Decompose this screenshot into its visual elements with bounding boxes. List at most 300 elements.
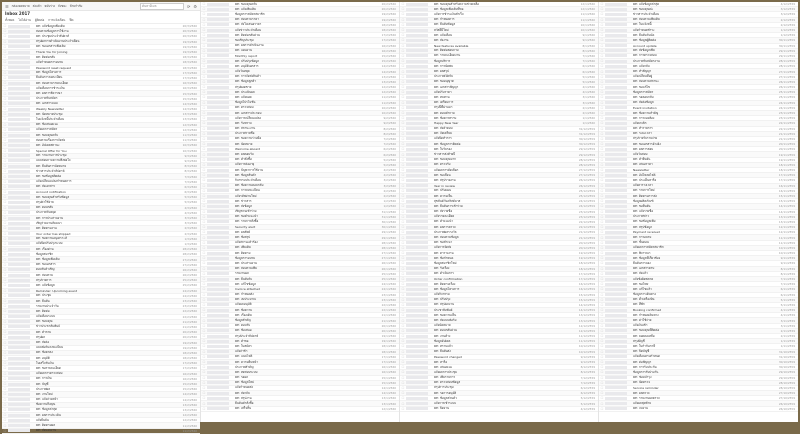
row-checkbox[interactable]: ☐ (3, 200, 7, 205)
row-checkbox[interactable]: ☐ (600, 59, 604, 64)
row-checkbox[interactable]: ☐ (600, 131, 604, 136)
row-checkbox[interactable]: ☐ (401, 85, 405, 90)
toolbar-tab[interactable]: ป้ายกำกับ (69, 3, 83, 8)
row-checkbox[interactable]: ☐ (202, 354, 206, 359)
row-checkbox[interactable]: ☐ (600, 214, 604, 219)
row-checkbox[interactable]: ☐ (401, 375, 405, 380)
row-checkbox[interactable]: ☐ (401, 38, 405, 43)
row-checkbox[interactable]: ☐ (202, 214, 206, 219)
row-checkbox[interactable]: ☐ (202, 245, 206, 250)
row-checkbox[interactable]: ☐ (401, 271, 405, 276)
row-checkbox[interactable]: ☐ (3, 96, 7, 101)
row-checkbox[interactable]: ☐ (401, 328, 405, 333)
row-checkbox[interactable]: ☐ (3, 75, 7, 80)
row-checkbox[interactable]: ☐ (202, 100, 206, 105)
row-checkbox[interactable]: ☐ (600, 297, 604, 302)
row-checkbox[interactable]: ☐ (3, 117, 7, 122)
row-checkbox[interactable]: ☐ (3, 247, 7, 252)
row-checkbox[interactable]: ☐ (600, 360, 604, 365)
row-checkbox[interactable]: ☐ (3, 402, 7, 407)
row-checkbox[interactable]: ☐ (202, 178, 206, 183)
row-checkbox[interactable]: ☐ (3, 382, 7, 387)
row-checkbox[interactable]: ☐ (202, 142, 206, 147)
row-checkbox[interactable]: ☐ (600, 194, 604, 199)
toolbar-tab[interactable]: ถังขยะ (58, 3, 67, 8)
row-checkbox[interactable]: ☐ (600, 111, 604, 116)
row-checkbox[interactable]: ☐ (3, 195, 7, 200)
settings-icon[interactable]: ⚙ (193, 3, 197, 9)
row-checkbox[interactable]: ☐ (600, 168, 604, 173)
search-input[interactable]: ค้นหาอีเมล (140, 3, 184, 10)
row-checkbox[interactable]: ☐ (202, 173, 206, 178)
row-checkbox[interactable]: ☐ (202, 126, 206, 131)
row-checkbox[interactable]: ☐ (600, 235, 604, 240)
row-checkbox[interactable]: ☐ (3, 174, 7, 179)
row-checkbox[interactable]: ☐ (202, 157, 206, 162)
sub-tab[interactable]: การแจ้งเตือน (48, 18, 66, 22)
row-checkbox[interactable]: ☐ (401, 323, 405, 328)
row-checkbox[interactable]: ☐ (202, 199, 206, 204)
row-checkbox[interactable]: ☐ (202, 287, 206, 292)
row-checkbox[interactable]: ☐ (401, 354, 405, 359)
row-checkbox[interactable]: ☐ (600, 266, 604, 271)
row-checkbox[interactable]: ☐ (600, 2, 604, 7)
row-checkbox[interactable]: ☐ (600, 33, 604, 38)
row-checkbox[interactable]: ☐ (600, 90, 604, 95)
row-checkbox[interactable]: ☐ (600, 406, 604, 411)
row-checkbox[interactable]: ☐ (202, 194, 206, 199)
row-checkbox[interactable]: ☐ (3, 55, 7, 60)
row-checkbox[interactable]: ☐ (401, 334, 405, 339)
row-checkbox[interactable]: ☐ (3, 366, 7, 371)
row-checkbox[interactable]: ☐ (3, 350, 7, 355)
row-checkbox[interactable]: ☐ (401, 12, 405, 17)
row-checkbox[interactable]: ☐ (401, 313, 405, 318)
row-checkbox[interactable]: ☐ (401, 235, 405, 240)
row-checkbox[interactable]: ☐ (401, 33, 405, 38)
row-checkbox[interactable]: ☐ (202, 225, 206, 230)
row-checkbox[interactable]: ☐ (600, 225, 604, 230)
row-checkbox[interactable]: ☐ (3, 356, 7, 361)
row-checkbox[interactable]: ☐ (202, 79, 206, 84)
row-checkbox[interactable]: ☐ (202, 2, 206, 7)
row-checkbox[interactable]: ☐ (3, 60, 7, 65)
row-checkbox[interactable]: ☐ (202, 131, 206, 136)
row-checkbox[interactable]: ☐ (401, 308, 405, 313)
row-checkbox[interactable]: ☐ (600, 313, 604, 318)
row-checkbox[interactable]: ☐ (401, 297, 405, 302)
row-checkbox[interactable]: ☐ (401, 225, 405, 230)
row-checkbox[interactable]: ☐ (202, 396, 206, 401)
row-checkbox[interactable]: ☐ (3, 319, 7, 324)
row-checkbox[interactable]: ☐ (401, 214, 405, 219)
row-checkbox[interactable]: ☐ (401, 28, 405, 33)
row-checkbox[interactable]: ☐ (401, 116, 405, 121)
row-checkbox[interactable]: ☐ (202, 277, 206, 282)
row-checkbox[interactable]: ☐ (3, 361, 7, 366)
row-checkbox[interactable]: ☐ (401, 230, 405, 235)
row-checkbox[interactable]: ☐ (202, 271, 206, 276)
row-checkbox[interactable]: ☐ (401, 168, 405, 173)
row-checkbox[interactable]: ☐ (401, 64, 405, 69)
row-checkbox[interactable]: ☐ (401, 344, 405, 349)
row-checkbox[interactable]: ☐ (600, 375, 604, 380)
row-checkbox[interactable]: ☐ (401, 48, 405, 53)
row-checkbox[interactable]: ☐ (600, 365, 604, 370)
row-checkbox[interactable]: ☐ (202, 69, 206, 74)
row-checkbox[interactable]: ☐ (3, 241, 7, 246)
row-checkbox[interactable]: ☐ (600, 344, 604, 349)
row-checkbox[interactable]: ☐ (600, 370, 604, 375)
row-checkbox[interactable]: ☐ (401, 136, 405, 141)
row-checkbox[interactable]: ☐ (600, 121, 604, 126)
row-checkbox[interactable]: ☐ (401, 7, 405, 12)
row-checkbox[interactable]: ☐ (3, 262, 7, 267)
row-checkbox[interactable]: ☐ (600, 277, 604, 282)
row-checkbox[interactable]: ☐ (202, 168, 206, 173)
row-checkbox[interactable]: ☐ (600, 323, 604, 328)
row-checkbox[interactable]: ☐ (401, 245, 405, 250)
row-checkbox[interactable]: ☐ (202, 339, 206, 344)
row-checkbox[interactable]: ☐ (401, 22, 405, 27)
row-checkbox[interactable]: ☐ (3, 122, 7, 127)
row-checkbox[interactable]: ☐ (600, 12, 604, 17)
mail-row[interactable] (599, 407, 798, 412)
row-checkbox[interactable]: ☐ (401, 204, 405, 209)
row-checkbox[interactable]: ☐ (401, 105, 405, 110)
row-checkbox[interactable]: ☐ (401, 266, 405, 271)
row-checkbox[interactable]: ☐ (401, 43, 405, 48)
row-checkbox[interactable]: ☐ (600, 85, 604, 90)
row-checkbox[interactable]: ☐ (202, 297, 206, 302)
row-checkbox[interactable]: ☐ (3, 376, 7, 381)
row-checkbox[interactable]: ☐ (202, 64, 206, 69)
row-checkbox[interactable]: ☐ (3, 44, 7, 49)
row-checkbox[interactable]: ☐ (401, 282, 405, 287)
row-checkbox[interactable]: ☐ (600, 302, 604, 307)
row-checkbox[interactable]: ☐ (600, 157, 604, 162)
row-checkbox[interactable]: ☐ (202, 183, 206, 188)
row-checkbox[interactable]: ☐ (600, 230, 604, 235)
row-checkbox[interactable]: ☐ (3, 293, 7, 298)
mail-row[interactable] (2, 429, 200, 434)
row-checkbox[interactable]: ☐ (3, 335, 7, 340)
row-checkbox[interactable]: ☐ (600, 380, 604, 385)
row-checkbox[interactable]: ☐ (3, 397, 7, 402)
mail-row[interactable] (400, 407, 598, 412)
row-checkbox[interactable]: ☐ (202, 334, 206, 339)
row-checkbox[interactable]: ☐ (600, 95, 604, 100)
row-checkbox[interactable]: ☐ (3, 101, 7, 106)
toolbar-tab[interactable]: ฉบับร่าง (44, 3, 56, 8)
row-checkbox[interactable]: ☐ (600, 183, 604, 188)
row-checkbox[interactable]: ☐ (401, 53, 405, 58)
row-checkbox[interactable]: ☐ (202, 240, 206, 245)
row-checkbox[interactable]: ☐ (202, 7, 206, 12)
row-checkbox[interactable]: ☐ (3, 34, 7, 39)
row-checkbox[interactable]: ☐ (202, 204, 206, 209)
row-checkbox[interactable]: ☐ (600, 147, 604, 152)
row-checkbox[interactable]: ☐ (600, 292, 604, 297)
row-checkbox[interactable]: ☐ (600, 79, 604, 84)
row-checkbox[interactable]: ☐ (401, 292, 405, 297)
row-checkbox[interactable]: ☐ (600, 308, 604, 313)
row-checkbox[interactable]: ☐ (202, 48, 206, 53)
row-checkbox[interactable]: ☐ (202, 328, 206, 333)
row-checkbox[interactable]: ☐ (600, 271, 604, 276)
row-checkbox[interactable]: ☐ (600, 178, 604, 183)
row-checkbox[interactable]: ☐ (401, 152, 405, 157)
row-checkbox[interactable]: ☐ (202, 111, 206, 116)
row-checkbox[interactable]: ☐ (401, 188, 405, 193)
row-checkbox[interactable]: ☐ (401, 2, 405, 7)
row-checkbox[interactable]: ☐ (202, 282, 206, 287)
row-checkbox[interactable]: ☐ (202, 12, 206, 17)
row-checkbox[interactable]: ☐ (3, 267, 7, 272)
row-checkbox[interactable]: ☐ (202, 90, 206, 95)
row-checkbox[interactable]: ☐ (401, 365, 405, 370)
row-checkbox[interactable]: ☐ (401, 240, 405, 245)
row-checkbox[interactable]: ☐ (600, 401, 604, 406)
row-checkbox[interactable]: ☐ (202, 406, 206, 411)
row-checkbox[interactable]: ☐ (600, 328, 604, 333)
row-checkbox[interactable]: ☐ (202, 261, 206, 266)
row-checkbox[interactable]: ☐ (401, 194, 405, 199)
row-checkbox[interactable]: ☐ (3, 133, 7, 138)
row-checkbox[interactable]: ☐ (600, 126, 604, 131)
refresh-icon[interactable]: ⟳ (187, 3, 191, 9)
row-checkbox[interactable]: ☐ (202, 59, 206, 64)
row-checkbox[interactable]: ☐ (3, 50, 7, 55)
row-checkbox[interactable]: ☐ (401, 173, 405, 178)
row-checkbox[interactable]: ☐ (600, 204, 604, 209)
row-checkbox[interactable]: ☐ (202, 105, 206, 110)
row-checkbox[interactable]: ☐ (202, 121, 206, 126)
row-checkbox[interactable]: ☐ (202, 375, 206, 380)
row-checkbox[interactable]: ☐ (600, 354, 604, 359)
row-checkbox[interactable]: ☐ (401, 256, 405, 261)
row-checkbox[interactable]: ☐ (600, 334, 604, 339)
row-checkbox[interactable]: ☐ (202, 147, 206, 152)
sub-tab[interactable]: ผู้ติดต่อ (34, 18, 45, 22)
row-checkbox[interactable]: ☐ (3, 205, 7, 210)
row-checkbox[interactable]: ☐ (600, 17, 604, 22)
row-checkbox[interactable]: ☐ (3, 158, 7, 163)
row-checkbox[interactable]: ☐ (600, 43, 604, 48)
row-checkbox[interactable]: ☐ (401, 157, 405, 162)
row-checkbox[interactable]: ☐ (3, 164, 7, 169)
row-checkbox[interactable]: ☐ (401, 385, 405, 390)
row-checkbox[interactable]: ☐ (202, 365, 206, 370)
row-checkbox[interactable]: ☐ (3, 70, 7, 75)
row-checkbox[interactable]: ☐ (600, 318, 604, 323)
row-checkbox[interactable]: ☐ (202, 53, 206, 58)
row-checkbox[interactable]: ☐ (202, 230, 206, 235)
row-checkbox[interactable]: ☐ (3, 29, 7, 34)
row-checkbox[interactable]: ☐ (401, 17, 405, 22)
row-checkbox[interactable]: ☐ (3, 423, 7, 428)
row-checkbox[interactable]: ☐ (401, 79, 405, 84)
row-checkbox[interactable]: ☐ (600, 105, 604, 110)
row-checkbox[interactable]: ☐ (202, 235, 206, 240)
row-checkbox[interactable]: ☐ (401, 391, 405, 396)
row-checkbox[interactable]: ☐ (600, 287, 604, 292)
row-checkbox[interactable]: ☐ (401, 277, 405, 282)
row-checkbox[interactable]: ☐ (3, 143, 7, 148)
row-checkbox[interactable]: ☐ (401, 261, 405, 266)
row-checkbox[interactable]: ☐ (401, 142, 405, 147)
toolbar-tab[interactable]: กล่องจดหมาย (11, 3, 30, 8)
row-checkbox[interactable]: ☐ (202, 292, 206, 297)
row-checkbox[interactable]: ☐ (401, 121, 405, 126)
row-checkbox[interactable]: ☐ (600, 282, 604, 287)
row-checkbox[interactable]: ☐ (3, 330, 7, 335)
row-checkbox[interactable]: ☐ (3, 387, 7, 392)
row-checkbox[interactable]: ☐ (3, 179, 7, 184)
row-checkbox[interactable]: ☐ (600, 53, 604, 58)
row-checkbox[interactable]: ☐ (3, 65, 7, 70)
row-checkbox[interactable]: ☐ (3, 153, 7, 158)
toolbar-tab[interactable]: ส่งแล้ว (32, 3, 42, 8)
row-checkbox[interactable]: ☐ (600, 152, 604, 157)
row-checkbox[interactable]: ☐ (202, 318, 206, 323)
row-checkbox[interactable]: ☐ (3, 221, 7, 226)
row-checkbox[interactable]: ☐ (3, 273, 7, 278)
row-checkbox[interactable]: ☐ (401, 251, 405, 256)
row-checkbox[interactable]: ☐ (3, 231, 7, 236)
row-checkbox[interactable]: ☐ (202, 85, 206, 90)
row-checkbox[interactable]: ☐ (401, 219, 405, 224)
row-checkbox[interactable]: ☐ (3, 428, 7, 433)
row-checkbox[interactable]: ☐ (3, 288, 7, 293)
row-checkbox[interactable]: ☐ (202, 43, 206, 48)
row-checkbox[interactable]: ☐ (401, 401, 405, 406)
row-checkbox[interactable]: ☐ (3, 257, 7, 262)
row-checkbox[interactable]: ☐ (3, 148, 7, 153)
row-checkbox[interactable]: ☐ (600, 251, 604, 256)
row-checkbox[interactable]: ☐ (401, 126, 405, 131)
row-checkbox[interactable]: ☐ (3, 216, 7, 221)
row-checkbox[interactable]: ☐ (600, 116, 604, 121)
row-checkbox[interactable]: ☐ (202, 188, 206, 193)
row-checkbox[interactable]: ☐ (401, 74, 405, 79)
row-checkbox[interactable]: ☐ (401, 339, 405, 344)
row-checkbox[interactable]: ☐ (3, 24, 7, 29)
row-checkbox[interactable]: ☐ (600, 188, 604, 193)
row-checkbox[interactable]: ☐ (600, 142, 604, 147)
row-checkbox[interactable]: ☐ (3, 190, 7, 195)
row-checkbox[interactable]: ☐ (202, 38, 206, 43)
row-checkbox[interactable]: ☐ (401, 100, 405, 105)
row-checkbox[interactable]: ☐ (3, 304, 7, 309)
row-checkbox[interactable]: ☐ (401, 349, 405, 354)
row-checkbox[interactable]: ☐ (3, 138, 7, 143)
row-checkbox[interactable]: ☐ (202, 302, 206, 307)
row-checkbox[interactable]: ☐ (600, 199, 604, 204)
row-checkbox[interactable]: ☐ (401, 162, 405, 167)
row-checkbox[interactable]: ☐ (3, 324, 7, 329)
row-checkbox[interactable]: ☐ (401, 147, 405, 152)
row-checkbox[interactable]: ☐ (202, 116, 206, 121)
row-checkbox[interactable]: ☐ (600, 385, 604, 390)
sub-tab[interactable]: ทั้งหมด (5, 18, 15, 22)
row-checkbox[interactable]: ☐ (401, 360, 405, 365)
row-checkbox[interactable]: ☐ (202, 17, 206, 22)
row-checkbox[interactable]: ☐ (202, 74, 206, 79)
row-checkbox[interactable]: ☐ (202, 136, 206, 141)
row-checkbox[interactable]: ☐ (401, 90, 405, 95)
row-checkbox[interactable]: ☐ (600, 162, 604, 167)
row-checkbox[interactable]: ☐ (3, 345, 7, 350)
row-checkbox[interactable]: ☐ (600, 38, 604, 43)
row-checkbox[interactable]: ☐ (3, 392, 7, 397)
row-checkbox[interactable]: ☐ (600, 339, 604, 344)
row-checkbox[interactable]: ☐ (600, 136, 604, 141)
row-checkbox[interactable]: ☐ (202, 360, 206, 365)
row-checkbox[interactable]: ☐ (600, 7, 604, 12)
sub-tab[interactable]: ฟีด (69, 18, 74, 22)
row-checkbox[interactable]: ☐ (401, 199, 405, 204)
row-checkbox[interactable]: ☐ (401, 318, 405, 323)
row-checkbox[interactable]: ☐ (3, 169, 7, 174)
row-checkbox[interactable]: ☐ (3, 184, 7, 189)
row-checkbox[interactable]: ☐ (202, 380, 206, 385)
row-checkbox[interactable]: ☐ (3, 210, 7, 215)
row-checkbox[interactable]: ☐ (600, 48, 604, 53)
row-checkbox[interactable]: ☐ (401, 287, 405, 292)
row-checkbox[interactable]: ☐ (600, 74, 604, 79)
row-checkbox[interactable]: ☐ (600, 349, 604, 354)
row-checkbox[interactable]: ☐ (202, 391, 206, 396)
row-checkbox[interactable]: ☐ (202, 152, 206, 157)
row-checkbox[interactable]: ☐ (401, 131, 405, 136)
row-checkbox[interactable]: ☐ (202, 308, 206, 313)
row-checkbox[interactable]: ☐ (600, 391, 604, 396)
row-checkbox[interactable]: ☐ (3, 413, 7, 418)
row-checkbox[interactable]: ☐ (401, 380, 405, 385)
row-checkbox[interactable]: ☐ (401, 302, 405, 307)
row-checkbox[interactable]: ☐ (202, 323, 206, 328)
row-checkbox[interactable]: ☐ (600, 240, 604, 245)
row-checkbox[interactable]: ☐ (202, 28, 206, 33)
row-checkbox[interactable]: ☐ (3, 309, 7, 314)
row-checkbox[interactable]: ☐ (401, 396, 405, 401)
row-checkbox[interactable]: ☐ (202, 256, 206, 261)
row-checkbox[interactable]: ☐ (202, 385, 206, 390)
row-checkbox[interactable]: ☐ (3, 39, 7, 44)
row-checkbox[interactable]: ☐ (202, 219, 206, 224)
row-checkbox[interactable]: ☐ (202, 251, 206, 256)
row-checkbox[interactable]: ☐ (3, 299, 7, 304)
row-checkbox[interactable]: ☐ (600, 245, 604, 250)
row-checkbox[interactable]: ☐ (600, 64, 604, 69)
row-checkbox[interactable]: ☐ (3, 252, 7, 257)
row-checkbox[interactable]: ☐ (202, 33, 206, 38)
row-checkbox[interactable]: ☐ (401, 69, 405, 74)
row-checkbox[interactable]: ☐ (202, 162, 206, 167)
row-checkbox[interactable]: ☐ (3, 226, 7, 231)
row-checkbox[interactable]: ☐ (3, 283, 7, 288)
row-checkbox[interactable]: ☐ (3, 81, 7, 86)
row-checkbox[interactable]: ☐ (3, 278, 7, 283)
row-checkbox[interactable]: ☐ (600, 256, 604, 261)
row-checkbox[interactable]: ☐ (3, 236, 7, 241)
row-checkbox[interactable]: ☐ (3, 86, 7, 91)
row-checkbox[interactable]: ☐ (600, 209, 604, 214)
row-checkbox[interactable]: ☐ (600, 396, 604, 401)
row-checkbox[interactable]: ☐ (401, 370, 405, 375)
row-checkbox[interactable]: ☐ (202, 401, 206, 406)
